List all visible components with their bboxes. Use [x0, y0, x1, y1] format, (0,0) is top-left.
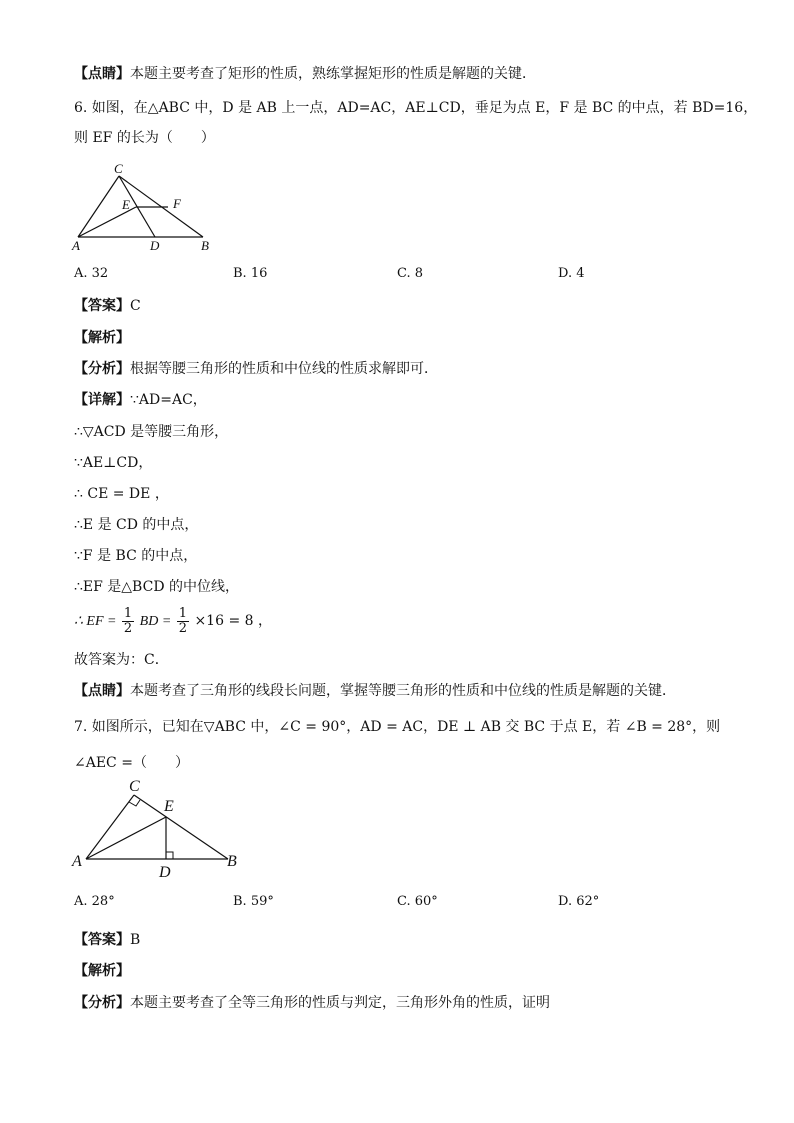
q6-figure — [70, 158, 220, 254]
q6-step-5: ∵F 是 BC 的中点， — [74, 548, 198, 564]
q6-step-1: ∴▽ACD 是等腰三角形， — [74, 424, 229, 440]
q7-figure — [70, 778, 250, 882]
q6-stem-line2: 则 EF 的长为（ ） — [74, 130, 215, 146]
q6-fenxi-tag: 【分析】 — [74, 361, 130, 377]
q6-analysis-line — [74, 328, 130, 348]
q6-option-d: D. 4 — [558, 266, 585, 281]
q6-label-c: C — [114, 161, 123, 176]
q6-option-b: B. 16 — [233, 266, 268, 281]
q6-answer-line — [74, 296, 141, 316]
q6-dianjing-tag: 【点睛】 — [74, 683, 130, 699]
q6-fenxi-line — [74, 359, 438, 379]
q6-fraction-2-den: 2 — [178, 620, 187, 636]
q7-fenxi-line — [74, 993, 550, 1013]
q7-side-ca — [86, 795, 134, 859]
q6-answer-tag: 【答案】 — [74, 298, 130, 314]
q7-label-b: B — [227, 853, 237, 870]
q6-fraction-1-num: 1 — [123, 605, 133, 621]
q6-step-2: ∵AE⊥CD， — [74, 455, 153, 471]
q7-option-d: D. 62° — [558, 894, 600, 909]
q6-fraction-1 — [122, 607, 134, 636]
q6-detail-line — [74, 390, 207, 410]
q6-option-c: C. 8 — [397, 266, 424, 281]
q6-side-ca — [78, 176, 119, 237]
q7-fenxi-tag: 【分析】 — [74, 995, 130, 1011]
q7-label-d: D — [159, 864, 171, 881]
q6-final-mid: BD = — [139, 614, 172, 629]
q7-stem-line2: ∠AEC =（ ） — [74, 755, 189, 771]
q6-fraction-2-num: 1 — [178, 605, 187, 621]
q6-step-4: ∴E 是 CD 的中点， — [74, 517, 199, 533]
q6-answer: C — [130, 298, 141, 314]
q6-label-f: F — [173, 196, 181, 211]
q6-final-equation — [74, 603, 272, 640]
q6-label-a: A — [72, 238, 80, 253]
q7-segment-ae — [86, 817, 166, 859]
q7-stem-line1: 7. 如图所示，已知在▽ABC 中，∠C = 90°，AD = AC，DE ⊥ AB 交 BC 于点 E，若 ∠B = 28°，则 — [74, 719, 721, 735]
q6-fraction-1-den: 2 — [123, 620, 133, 636]
q6-step-3: ∴ CE = DE ， — [74, 486, 169, 502]
q7-label-e: E — [164, 798, 174, 815]
q6-detail-first: ∵AD=AC， — [130, 392, 207, 408]
q6-analysis-tag: 【解析】 — [74, 330, 130, 346]
prev-dianjing-tag: 【点睛】 — [74, 66, 130, 82]
q6-fenxi: 根据等腰三角形的性质和中位线的性质求解即可． — [130, 361, 438, 377]
q6-step-6: ∴EF 是△BCD 的中位线， — [74, 579, 239, 595]
q6-stem-line1: 6. 如图，在△ABC 中，D 是 AB 上一点，AD=AC，AE⊥CD，垂足为点 E，F 是 BC 的中点，若 BD=16， — [74, 100, 758, 116]
q7-label-c: C — [129, 778, 140, 795]
q7-analysis-tag: 【解析】 — [74, 963, 130, 979]
q6-fraction-2 — [177, 607, 189, 636]
q7-answer-tag: 【答案】 — [74, 932, 130, 948]
q7-fenxi: 本题主要考查了全等三角形的性质与判定，三角形外角的性质，证明 — [130, 995, 550, 1011]
q7-answer-line — [74, 930, 140, 950]
q6-final-prefix: ∴ EF = — [74, 614, 117, 629]
prev-dianjing-line — [74, 64, 536, 84]
q7-right-angle-d — [166, 852, 173, 859]
q6-label-d: D — [150, 238, 160, 253]
q6-option-a: A. 32 — [74, 266, 109, 281]
q6-final-end: ×16 = 8 ， — [194, 613, 272, 629]
q6-label-e: E — [122, 197, 130, 212]
q7-analysis-line — [74, 961, 130, 981]
q6-conclusion: 故答案为：C． — [74, 652, 169, 668]
q7-option-c: C. 60° — [397, 894, 438, 909]
q6-label-b: B — [201, 238, 209, 253]
prev-dianjing-text: 本题主要考查了矩形的性质，熟练掌握矩形的性质是解题的关键． — [130, 66, 536, 82]
q6-dianjing-line — [74, 681, 676, 701]
q7-right-angle-c — [129, 800, 140, 806]
q7-option-b: B. 59° — [233, 894, 274, 909]
q7-answer: B — [130, 932, 141, 948]
q7-label-a: A — [72, 853, 82, 870]
q7-option-a: A. 28° — [74, 894, 115, 909]
q6-dianjing: 本题考查了三角形的线段长问题，掌握等腰三角形的性质和中位线的性质是解题的关键． — [130, 683, 676, 699]
q6-detail-tag: 【详解】 — [74, 392, 130, 408]
